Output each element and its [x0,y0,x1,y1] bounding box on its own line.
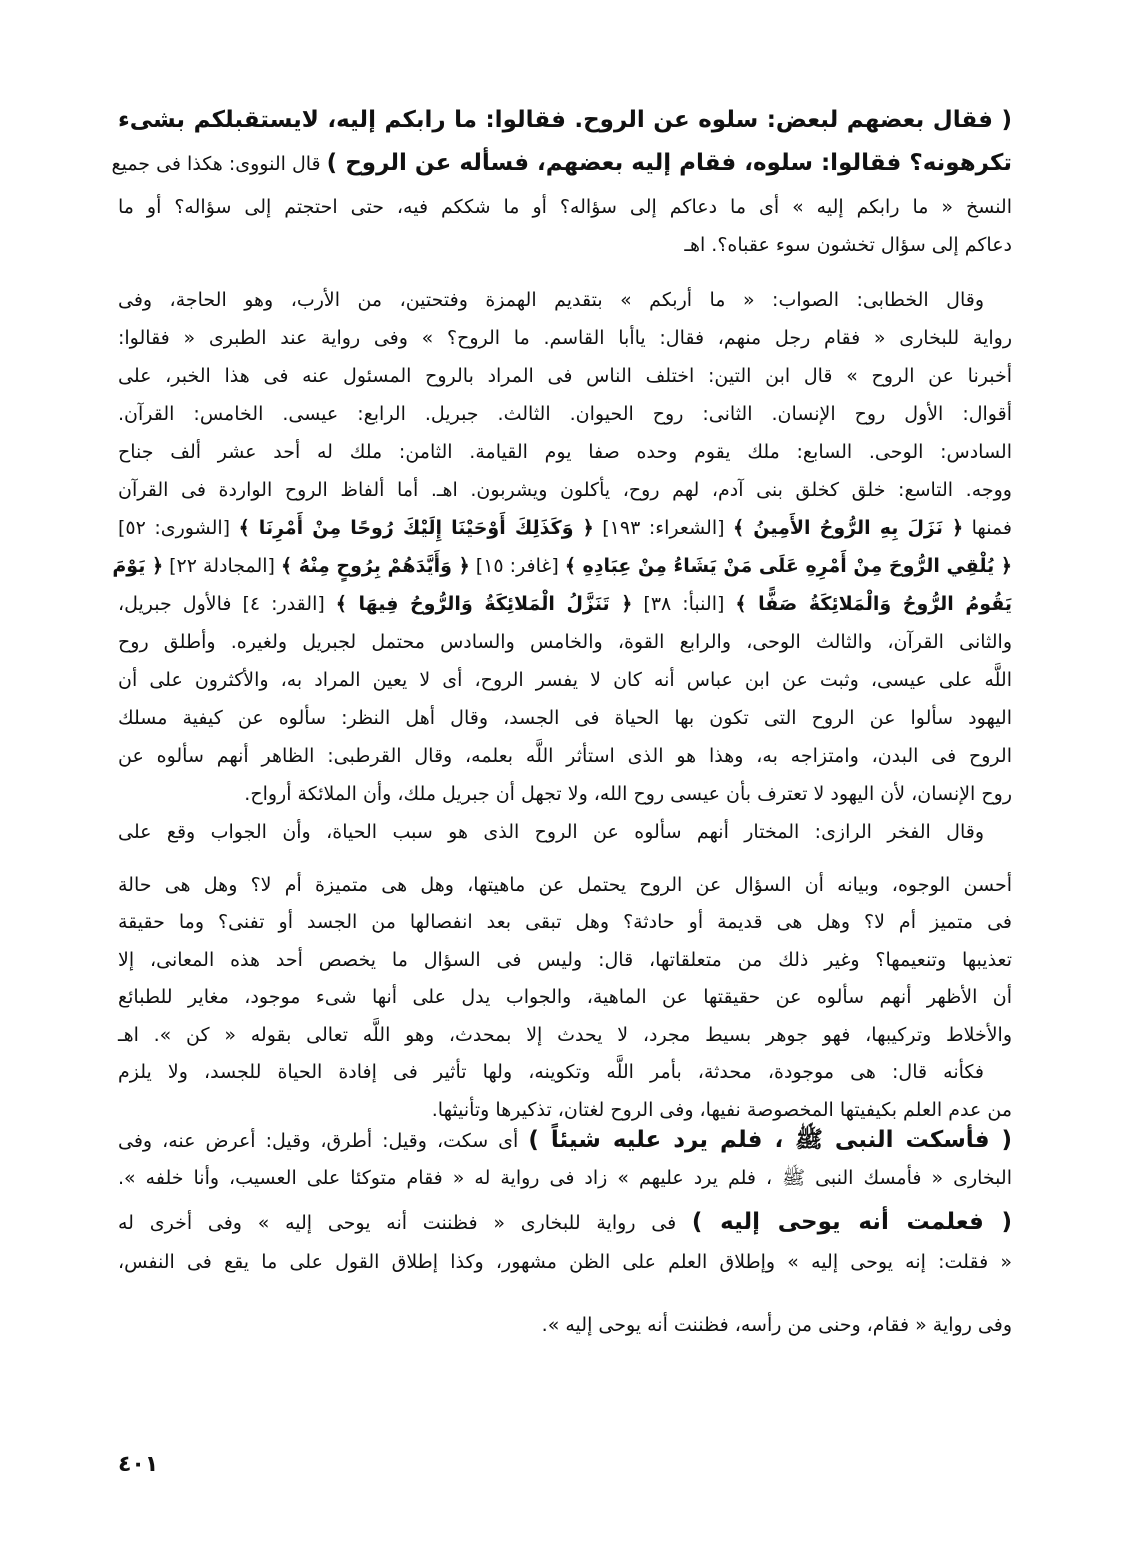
page-number: ٤٠١ [118,1452,159,1477]
body-text: [المجادلة ٢٢] [163,555,282,577]
text-line [118,280,1012,320]
quran-verse-text: ﴿ وَكَذَلِكَ أَوْحَيْنَا إِلَيْكَ رُوحًا مِنْ أَمْرِنَا ﴾ [238,517,594,539]
body-text: فمنها [963,517,1012,539]
text-line [118,977,1012,1017]
quran-verse-text: ﴿ وَأَيَّدَهُمْ بِرُوحٍ مِنْهُ ﴾ [281,555,470,577]
body-text: تعذيبها وتنعيمها؟ وغير ذلك من متعلقاتها، قال: وليس فى السؤال ما يخصص أحد هذه المعانى، إلا [118,949,1012,971]
body-text: أحسن الوجوه، وبيانه أن السؤال عن الروح يحتمل عن ماهيتها، وهل هى متميزة أم لا؟ وهل هى حالة [118,874,1012,896]
body-text: اللَّه على عيسى، وثبت عن ابن عباس أنه كان لا يفسر الروح، أى لا يعين المراد به، والأكثرون على أن [118,669,1012,691]
text-line [118,1015,1012,1055]
body-text: [النبأ: ٣٨] [632,593,736,615]
body-text: البخارى « فأمسك النبى ﷺ ، فلم يرد عليهم » زاد فى رواية له « فقام متوكئا على العسيب، وأنا خلفه ». [118,1167,1012,1189]
body-text: [الشعراء: ١٩٣] [593,517,734,539]
quran-verse-text: يَقُومُ الرُّوحُ وَالْمَلائِكَةُ صَفًّا ﴾ [735,593,1013,615]
body-text: دعاكم إلى سؤال تخشون سوء عقباه؟. اهـ [684,234,1012,256]
text-line [118,902,1012,942]
text-line [118,1120,1012,1160]
text-line [118,1052,1012,1092]
text-line [118,470,1012,510]
body-text: اليهود سألوا عن الروح التى تكون بها الحياة فى الجسد، وقال أهل النظر: سألوه عن كيفية مسلك [118,707,1012,729]
text-line [118,774,1012,814]
body-text: أقوال: الأول روح الإنسان. الثانى: روح الحيوان. الثالث. جبريل. الرابع: عيسى. الخامس: القرآن. [118,403,1012,425]
text-line [118,318,1012,358]
body-text: أى سكت، وقيل: أطرق، وقيل: أعرض عنه، وفى [118,1130,529,1152]
quran-verse-text: ﴿ نَزَلَ بِهِ الرُّوحُ الأَمِينُ ﴾ [733,517,964,539]
text-line [118,187,1012,227]
body-text: السادس: الوحى. السابع: ملك يقوم وحده صفا يوم القيامة. الثامن: ملك له أحد عشر ألف جناح [118,441,1012,463]
text-line [118,225,1012,265]
body-text: رواية للبخارى « فقام رجل منهم، فقال: ياأبا القاسم. ما الروح؟ » وفى رواية عند الطبرى « فقالوا: [118,327,1012,349]
body-text: روح الإنسان، لأن اليهود لا تعترف بأن عيسى روح الله، ولا تجهل أن جبريل ملك، وأن الملائكة أرواح. [244,783,1012,805]
hadith-heading-text: ( فقال بعضهم لبعض: سلوه عن الروح. فقالوا: ما رابكم إليه، لايستقبلكم بشىء [118,107,1012,133]
text-line [118,432,1012,472]
body-text: وفى رواية « فقام، وحنى من رأسه، فظننت أنه يوحى إليه ». [541,1314,1012,1336]
text-line [118,660,1012,700]
text-line [118,508,1012,548]
body-text: أن الأظهر أنهم سألوه عن حقيقتها عن الماهية، والجواب يدل على أنها شىء موجود، مغاير للطبائع [118,986,1012,1008]
hadith-heading-text: تكرهونه؟ فقالوا: سلوه، فقام إليه بعضهم، فسأله عن الروح ) [326,150,1012,176]
text-line [118,394,1012,434]
text-line [118,940,1012,980]
body-text: [الشورى: ٥٢] [118,517,239,539]
body-text: وقال الخطابى: الصواب: « ما أربكم » بتقديم الهمزة وفتحتين، من الأرب، وهو الحاجة، وفى [118,289,984,311]
body-text: فكأنه قال: هى موجودة، محدثة، بأمر اللَّه وتكوينه، ولها تأثير فى إفادة الحياة للجسد، ولا يلزم [118,1061,984,1083]
body-text: الروح فى البدن، وامتزاجه به، وهذا هو الذى استأثر اللَّه بعلمه، وقال القرطبى: الظاهر أنهم سألوه عن [118,745,1012,767]
quran-verse-text: ﴿ تَنَزَّلُ الْمَلائِكَةُ وَالرُّوحُ فِيهَا ﴾ [335,593,633,615]
text-line [118,100,1012,140]
body-text: النسخ « ما رابكم إليه » أى ما دعاكم إلى سؤاله؟ أو ما شككم فيه، حتى احتجتم إلى سؤاله؟ أو ما [118,196,1012,218]
body-text: وقال الفخر الرازى: المختار أنهم سألوه عن الروح الذى هو سبب الحياة، وأن الجواب وقع على [118,821,984,843]
body-text: « فقلت: إنه يوحى إليه » وإطلاق العلم على الظن مشهور، وكذا إطلاق القول على ما يقع فى النفس، [118,1251,1012,1273]
body-text: فى رواية للبخارى « فظننت أنه يوحى إليه » وفى أخرى له [118,1212,692,1234]
body-text: أخبرنا عن الروح » قال ابن التين: اختلف الناس فى المراد بالروح المسئول عنه فى هذا الخبر، على [118,365,1012,387]
text-line [118,622,1012,662]
hadith-heading-text: ( فعلمت أنه يوحى إليه ) [691,1209,1012,1235]
body-text: والثانى القرآن، والثالث الوحى، والرابع القوة، والخامس والسادس محتمل لجبريل ولغيره. وأطلق روح [118,631,1012,653]
text-line [112,546,1012,586]
text-line [118,1242,1012,1282]
text-line [118,812,1012,852]
hadith-heading-text: ( فأسكت النبى ﷺ ، فلم يرد عليه شيئاً ) [528,1127,1012,1153]
body-text: والأخلاط وتركيبها، فهو جوهر بسيط مجرد، لا يحدث إلا بمحدث، وهو اللَّه تعالى بقوله « كن ». اهـ [118,1024,1012,1046]
text-line [118,736,1012,776]
body-text: ووجه. التاسع: خلق كخلق بنى آدم، لهم روح، يأكلون ويشربون. اهـ. أما ألفاظ الروح الواردة فى القرآن [118,479,1012,501]
body-text: قال النووى: هكذا فى جميع [111,153,327,175]
text-line [118,1305,1012,1345]
text-line [118,865,1012,905]
quran-verse-text: ﴿ يَوْمَ [112,555,164,577]
text-line [111,143,1012,183]
body-text: [القدر: ٤] فالأول جبريل، [118,593,336,615]
text-line [118,1158,1012,1198]
text-line [118,584,1012,624]
text-line [118,1202,1012,1242]
text-line [118,698,1012,738]
body-text: [غافر: ١٥] [469,555,565,577]
quran-verse-text: ﴿ يُلْقِي الرُّوحَ مِنْ أَمْرِهِ عَلَى مَنْ يَشَاءُ مِنْ عِبَادِهِ ﴾ [564,555,1012,577]
text-line [118,356,1012,396]
body-text: من عدم العلم بكيفيتها المخصوصة نفيها، وفى الروح لغتان، تذكيرها وتأنيثها. [431,1099,1012,1121]
body-text: فى متميز أم لا؟ وهل هى قديمة أو حادثة؟ وهل تبقى بعد انفصالها من الجسد أو تفنى؟ وما حقيقة [118,911,1012,933]
